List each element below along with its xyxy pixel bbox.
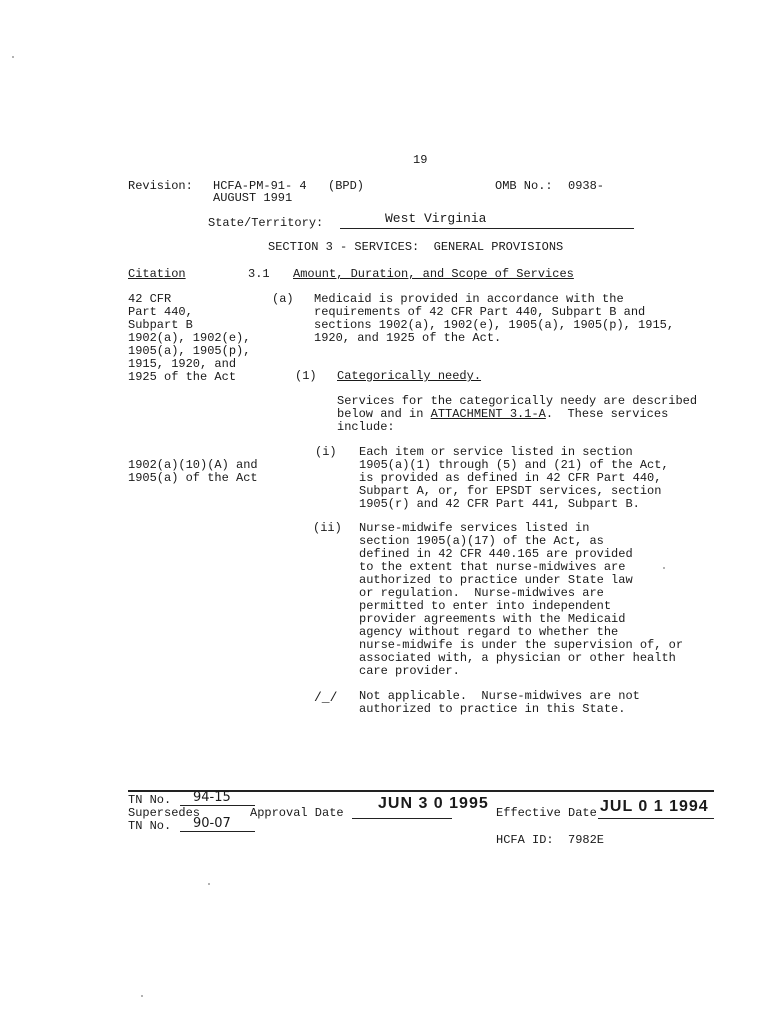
text-line: or regulation. Nurse-midwives are xyxy=(359,586,604,600)
revision-label: Revision: xyxy=(128,179,193,193)
hcfa-id-label: HCFA ID: xyxy=(496,833,554,847)
approval-label: Approval Date xyxy=(250,806,344,820)
text-segment: below and in xyxy=(337,407,431,421)
text-line: requirements of 42 CFR Part 440, Subpart B and xyxy=(314,305,646,319)
checkbox-icon: /_/ xyxy=(314,690,338,705)
citation-line: 42 CFR xyxy=(128,292,172,306)
citation-line: Part 440, xyxy=(128,305,193,319)
tn2-underline xyxy=(180,831,255,832)
effective-label: Effective Date xyxy=(496,806,597,820)
text-line: defined in 42 CFR 440.165 are provided xyxy=(359,547,633,561)
text-line: is provided as defined in 42 CFR Part 440, xyxy=(359,471,662,485)
citation-line: Subpart B xyxy=(128,318,193,332)
page-number: 19 xyxy=(413,153,428,167)
citation-line: 1905(a) of the Act xyxy=(128,471,258,485)
text-line: to the extent that nurse-midwives are xyxy=(359,560,626,574)
text-line: Subpart A, or, for EPSDT services, section xyxy=(359,484,662,498)
item-i-label: (i) xyxy=(315,445,337,459)
text-line: sections 1902(a), 1902(e), 1905(a), 1905(p), 1915, xyxy=(314,318,675,332)
item-a-label: (a) xyxy=(272,292,294,306)
scan-speck xyxy=(208,883,210,885)
scan-speck xyxy=(141,995,143,997)
revision-date: AUGUST 1991 xyxy=(213,191,293,205)
text-line: 1905(r) and 42 CFR Part 441, Subpart B. xyxy=(359,497,640,511)
text-line: Not applicable. Nurse-midwives are not xyxy=(359,689,640,703)
section-heading: Amount, Duration, and Scope of Services xyxy=(293,267,574,281)
citation-line: 1902(a)(10)(A) and xyxy=(128,458,258,472)
bpd-label: (BPD) xyxy=(328,179,365,193)
text-line: associated with, a physician or other health xyxy=(359,651,676,665)
citation-line: 1902(a), 1902(e), xyxy=(128,331,251,345)
tn2-value: 90-07 xyxy=(193,816,231,831)
omb-label: OMB No.: xyxy=(495,179,553,193)
tn-value: 94-15 xyxy=(193,790,231,805)
citation-line: 1905(a), 1905(p), xyxy=(128,344,251,358)
supersedes-label: Supersedes xyxy=(128,806,201,820)
text-line: care provider. xyxy=(359,664,460,678)
approval-date-stamp: JUN 3 0 1995 xyxy=(378,795,489,812)
text-line: Medicaid is provided in accordance with the xyxy=(314,292,624,306)
effective-date-stamp: JUL 0 1 1994 xyxy=(600,798,709,815)
state-label: State/Territory: xyxy=(208,216,324,230)
text-line: authorized to practice under State law xyxy=(359,573,633,587)
state-value: West Virginia xyxy=(385,211,487,226)
effective-underline xyxy=(598,818,714,819)
revision-value: HCFA-PM-91- 4 xyxy=(213,179,307,193)
citation-line: 1925 of the Act xyxy=(128,370,237,384)
state-underline xyxy=(340,228,634,229)
hcfa-id-value: 7982E xyxy=(568,833,605,847)
text-line: agency without regard to whether the xyxy=(359,625,619,639)
tn-label: TN No. xyxy=(128,793,172,807)
citation-heading: Citation xyxy=(128,267,186,281)
text-line: Each item or service listed in section xyxy=(359,445,633,459)
item-1-label: (1) xyxy=(295,369,317,383)
scan-speck xyxy=(12,56,14,58)
text-line: nurse-midwife is under the supervision of, or xyxy=(359,638,684,652)
text-segment: . These services xyxy=(545,407,669,421)
text-line: 1920, and 1925 of the Act. xyxy=(314,331,502,345)
text-line: authorized to practice in this State. xyxy=(359,702,626,716)
citation-line: 1915, 1920, and xyxy=(128,357,237,371)
section-number: 3.1 xyxy=(248,267,270,281)
text-line: provider agreements with the Medicaid xyxy=(359,612,626,626)
text-line: 1905(a)(1) through (5) and (21) of the Act, xyxy=(359,458,669,472)
attachment-reference: ATTACHMENT 3.1-A xyxy=(430,407,546,421)
approval-underline xyxy=(352,818,452,819)
item-1-title: Categorically needy. xyxy=(337,369,482,383)
item-1-line: include: xyxy=(337,420,395,434)
text-line: Nurse-midwife services listed in xyxy=(359,521,590,535)
section-title: SECTION 3 - SERVICES: GENERAL PROVISIONS xyxy=(268,240,564,254)
item-1-line: Services for the categorically needy are described xyxy=(337,394,698,408)
tn2-label: TN No. xyxy=(128,819,172,833)
text-line: permitted to enter into independent xyxy=(359,599,612,613)
text-line: section 1905(a)(17) of the Act, as xyxy=(359,534,604,548)
scan-speck xyxy=(663,567,665,569)
omb-value: 0938- xyxy=(568,179,605,193)
item-ii-label: (ii) xyxy=(313,521,342,535)
